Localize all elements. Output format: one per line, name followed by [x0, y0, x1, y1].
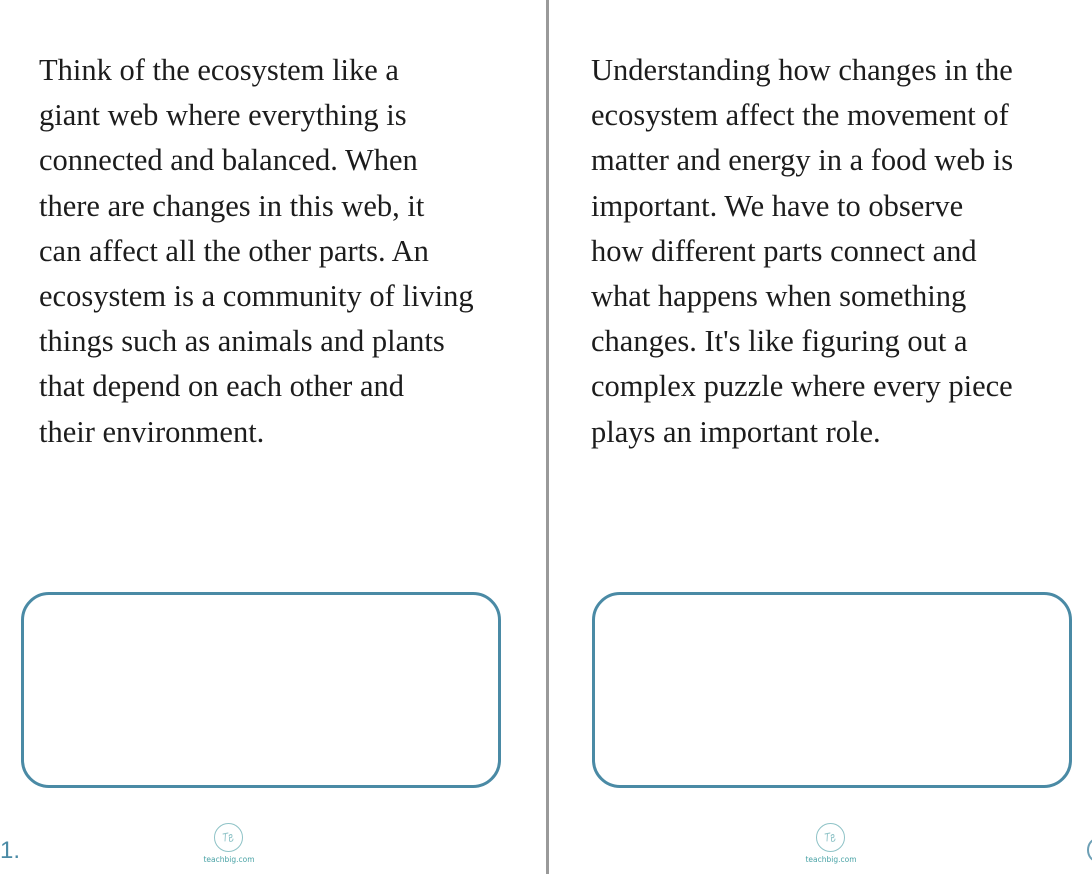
logo-text: teachbig.com [203, 855, 255, 864]
left-page-paragraph: Think of the ecosystem like a giant web where everything is connected and balanced. When there are changes in this web, it can affect all the other parts. An ecosystem is a community of living things such as animals and plants that depend on each other and their environment. [39, 53, 474, 449]
right-page-paragraph: Understanding how changes in the ecosystem affect the movement of matter and energy in a food web is important. We have to observe how different parts connect and what happens when something changes. It's like figuring out a complex puzzle where every piece plays an important role. [591, 53, 1014, 449]
right-logo [801, 823, 861, 871]
left-logo [199, 823, 259, 871]
left-answer-box[interactable] [21, 592, 501, 788]
logo-text: teachbig.com [805, 855, 857, 864]
right-answer-box[interactable] [592, 592, 1072, 788]
right-page [549, 0, 1092, 874]
teach-big-logo-icon [214, 823, 243, 852]
page-number-fragment: 1. [0, 837, 21, 864]
teach-big-logo-icon [816, 823, 845, 852]
